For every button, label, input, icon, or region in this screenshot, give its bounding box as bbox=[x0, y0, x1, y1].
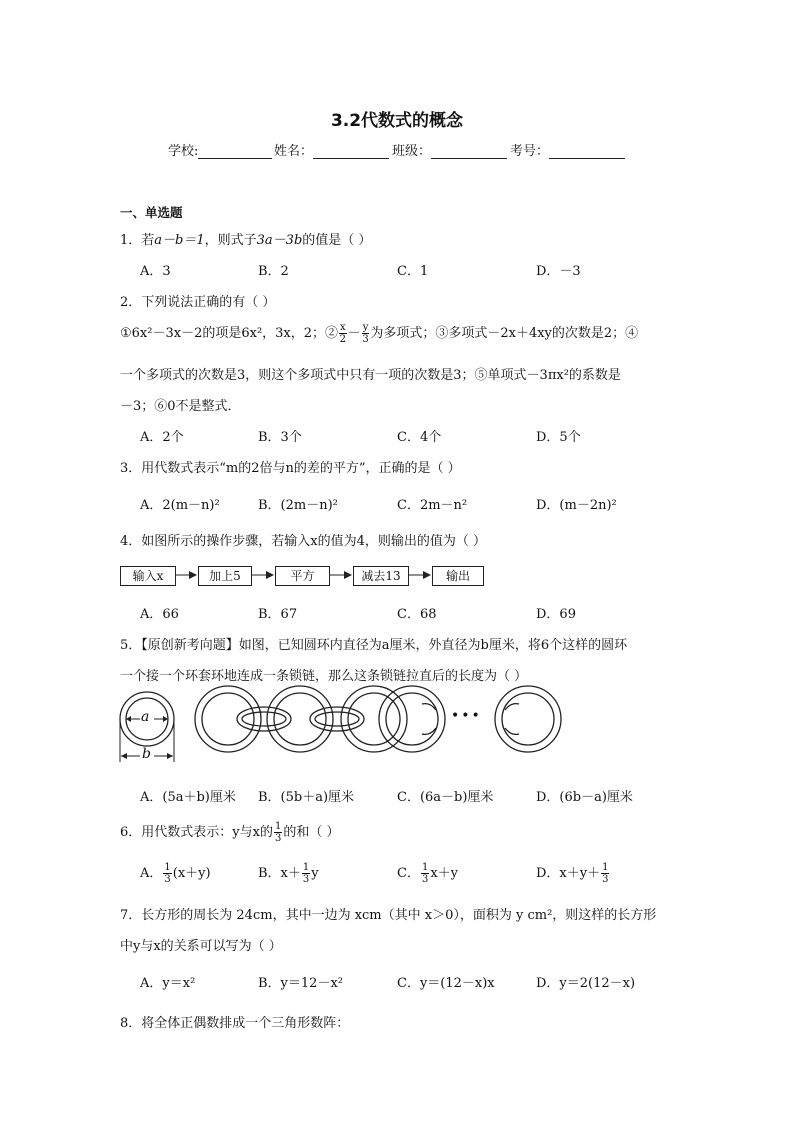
class-field bbox=[392, 140, 507, 159]
question-7-line-1 bbox=[120, 904, 656, 923]
question-number: 6． bbox=[120, 825, 142, 840]
question-number: 4． bbox=[120, 534, 142, 549]
flow-box-input: 输入x bbox=[120, 566, 176, 586]
q2-option-c[interactable]: C．4个 bbox=[397, 430, 442, 445]
fraction-denominator: 3 bbox=[602, 874, 609, 885]
fraction-denominator: 3 bbox=[362, 334, 369, 345]
q6-option-d[interactable] bbox=[536, 862, 610, 885]
option-text: y bbox=[311, 866, 319, 881]
option-text: B．x＋ bbox=[258, 866, 301, 881]
question-2-line-2: 一个多项式的次数是3，则这个多项式中只有一项的次数是3；⑤单项式－3πx²的系数是 bbox=[120, 368, 621, 383]
q6-option-b[interactable] bbox=[258, 862, 319, 885]
question-2-line-1 bbox=[120, 322, 638, 345]
statement-text: 为多项式；③多项式－2x＋4xy的次数是2；④ bbox=[370, 326, 639, 341]
option-text: x＋y bbox=[430, 866, 459, 881]
math-expression: a－b＝1 bbox=[154, 233, 205, 248]
school-field bbox=[168, 140, 272, 159]
fraction bbox=[421, 862, 429, 885]
page-title: 3.2代数式的概念 bbox=[330, 111, 464, 131]
stem-text: 用代数式表示：y与x的 bbox=[141, 825, 273, 840]
question-number: 1． bbox=[120, 233, 142, 248]
school-label: 学校: bbox=[168, 144, 199, 159]
question-number: 8． bbox=[120, 1016, 142, 1031]
class-label: 班级： bbox=[392, 144, 432, 159]
fraction bbox=[302, 862, 310, 885]
q1-option-a[interactable]: A．3 bbox=[140, 264, 171, 279]
minus-sign: － bbox=[347, 326, 361, 341]
question-2-line-3: －3；⑥0不是整式． bbox=[120, 399, 241, 414]
q6-option-a[interactable] bbox=[140, 862, 211, 885]
fraction bbox=[362, 322, 370, 345]
q5-option-b[interactable]: B．(5b＋a)厘米 bbox=[258, 790, 355, 805]
q5-option-d[interactable]: D．(6b－a)厘米 bbox=[536, 790, 633, 805]
question-8-stem bbox=[120, 1012, 349, 1031]
question-4-stem bbox=[120, 530, 486, 549]
q2-option-a[interactable]: A．2个 bbox=[140, 430, 184, 445]
fraction-numerator: 1 bbox=[421, 862, 429, 873]
fraction-numerator: y bbox=[362, 322, 369, 333]
question-3-stem bbox=[120, 457, 461, 476]
class-blank[interactable] bbox=[431, 144, 507, 159]
question-6-stem bbox=[120, 821, 339, 844]
fraction-numerator: x bbox=[340, 322, 346, 333]
question-2-stem bbox=[120, 291, 275, 310]
fraction-numerator: 1 bbox=[302, 862, 310, 873]
q3-option-d[interactable]: D．(m－2n)² bbox=[536, 498, 617, 513]
stem-text: 长方形的周长为 24cm，其中一边为 xcm（其中 x＞0），面积为 y cm²，则这样的长方形 bbox=[141, 908, 657, 923]
stem-text: 的值是（ ） bbox=[302, 233, 372, 248]
label-inner-diameter: a bbox=[141, 709, 150, 725]
option-text: C． bbox=[397, 866, 420, 881]
fraction-denominator: 3 bbox=[421, 874, 429, 885]
number-blank[interactable] bbox=[549, 144, 625, 159]
fraction-denominator: 3 bbox=[164, 874, 171, 885]
flow-box-output: 输出 bbox=[432, 566, 484, 586]
stem-text: 如图所示的操作步骤，若输入x的值为4，则输出的值为（ ） bbox=[141, 534, 487, 549]
stem-text: 【原创新考向题】如图，已知圆环内直径为a厘米，外直径为b厘米，将6个这样的圆环 bbox=[141, 638, 628, 653]
q3-option-c[interactable]: C．2m－n² bbox=[397, 498, 468, 513]
statement-text: ①6x²－3x－2的项是6x²，3x，2；② bbox=[120, 326, 339, 341]
chain-ellipsis: ••• bbox=[451, 708, 482, 724]
name-field bbox=[274, 140, 389, 159]
q5-option-c[interactable]: C．(6a－b)厘米 bbox=[397, 790, 494, 805]
q1-option-c[interactable]: C．1 bbox=[397, 264, 429, 279]
stem-text: 的和（ ） bbox=[283, 825, 340, 840]
q7-option-d[interactable]: D．y＝2(12－x) bbox=[536, 976, 636, 991]
question-number: 5． bbox=[120, 638, 142, 653]
q6-option-c[interactable] bbox=[397, 862, 458, 885]
stem-text: 若 bbox=[141, 233, 155, 248]
q5-option-a[interactable]: A．(5a＋b)厘米 bbox=[140, 790, 236, 805]
q3-option-b[interactable]: B．(2m－n)² bbox=[258, 498, 338, 513]
q3-option-a[interactable]: A．2(m－n)² bbox=[140, 498, 220, 513]
fraction-numerator: 1 bbox=[164, 862, 171, 873]
flow-box-subtract: 减去13 bbox=[353, 566, 409, 586]
flow-box-add: 加上5 bbox=[198, 566, 252, 586]
option-text: D．x＋y＋ bbox=[536, 866, 601, 881]
question-number: 3． bbox=[120, 461, 142, 476]
question-7-line-2: 中y与x的关系可以写为（ ） bbox=[120, 939, 282, 954]
fraction-denominator: 2 bbox=[339, 334, 347, 345]
chain-rings bbox=[195, 686, 561, 752]
fraction bbox=[339, 322, 347, 345]
question-number: 2． bbox=[120, 295, 142, 310]
fraction bbox=[163, 862, 171, 885]
q7-option-a[interactable]: A．y＝x² bbox=[140, 976, 196, 991]
q4-option-d[interactable]: D．69 bbox=[536, 607, 576, 622]
q4-option-c[interactable]: C．68 bbox=[397, 607, 437, 622]
question-5-line-1 bbox=[120, 634, 627, 653]
q7-option-b[interactable]: B．y＝12－x² bbox=[258, 976, 343, 991]
number-field bbox=[510, 140, 625, 159]
fraction bbox=[274, 821, 282, 844]
q4-option-a[interactable]: A．66 bbox=[140, 607, 179, 622]
flow-box-square: 平方 bbox=[275, 566, 330, 586]
q2-option-b[interactable]: B．3个 bbox=[258, 430, 302, 445]
option-text: A． bbox=[140, 866, 163, 881]
fraction bbox=[601, 862, 609, 885]
q2-option-d[interactable]: D．5个 bbox=[536, 430, 581, 445]
math-expression: 3a－3b bbox=[256, 233, 303, 248]
school-blank[interactable] bbox=[198, 144, 272, 159]
q1-option-d[interactable]: D．－3 bbox=[536, 264, 581, 279]
section-title: 一、单选题 bbox=[120, 205, 183, 220]
stem-text: 将全体正偶数排成一个三角形数阵： bbox=[141, 1016, 350, 1031]
name-label: 姓名： bbox=[274, 144, 314, 159]
question-1-stem bbox=[120, 229, 371, 248]
question-5-line-2: 一个接一个环套环地连成一条锁链，那么这条锁链拉直后的长度为（ ） bbox=[120, 669, 528, 684]
stem-text: 下列说法正确的有（ ） bbox=[141, 295, 276, 310]
stem-text: ，则式子 bbox=[204, 233, 257, 248]
fraction-numerator: 1 bbox=[274, 821, 282, 832]
label-outer-diameter: b bbox=[142, 746, 151, 762]
fraction-denominator: 3 bbox=[302, 874, 310, 885]
q1-option-b[interactable]: B．2 bbox=[258, 264, 289, 279]
number-label: 考号： bbox=[510, 144, 550, 159]
name-blank[interactable] bbox=[313, 144, 389, 159]
q4-option-b[interactable]: B．67 bbox=[258, 607, 298, 622]
fraction-numerator: 1 bbox=[602, 862, 609, 873]
q7-option-c[interactable]: C．y＝(12－x)x bbox=[397, 976, 495, 991]
question-number: 7． bbox=[120, 908, 142, 923]
fraction-denominator: 3 bbox=[274, 833, 282, 844]
option-text: (x＋y) bbox=[172, 866, 211, 881]
stem-text: 用代数式表示“m的2倍与n的差的平方”，正确的是（ ） bbox=[141, 461, 461, 476]
